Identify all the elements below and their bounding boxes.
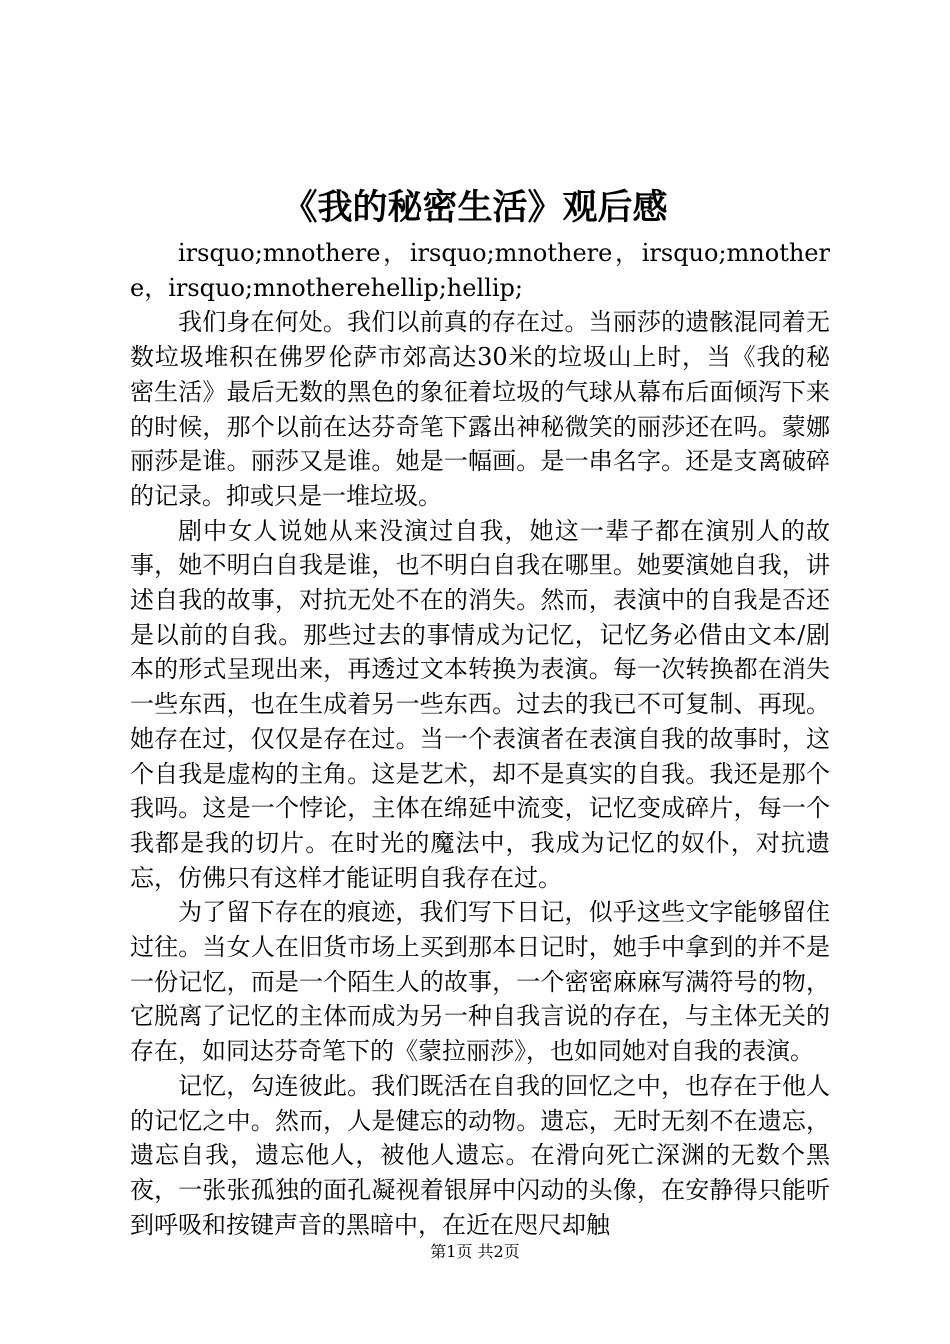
paragraph: 剧中女人说她从来没演过自我，她这一辈子都在演别人的故事，她不明白自我是谁，也不明白自我在哪里。她要演她自我，讲述自我的故事，对抗无处不在的消失。然而，表演中的自我是否还是以前的自我。那些过去的事情成为记忆，记忆务必借由文本/剧本的形式呈现出来，再透过文本转换为表演。每一次转换都在消失一些东西，也在生成着另一些东西。过去的我已不可复制、再现。她存在过，仅仅是存在过。当一个表演者在表演自我的故事时，这个自我是虚构的主角。这是艺术，却不是真实的自我。我还是那个我吗。这是一个悖论，主体在绵延中流变，记忆变成碎片，每一个我都是我的切片。在时光的魔法中，我成为记忆的奴仆，对抗遗忘，仿佛只有这样才能证明自我存在过。 [130,516,830,892]
document-title: 《我的秘密生活》观后感 [282,187,668,228]
document-body [130,236,830,1242]
paragraph: 记忆，勾连彼此。我们既活在自我的回忆之中，也存在于他人的记忆之中。然而，人是健忘的动物。遗忘，无时无刻不在遗忘，遗忘自我，遗忘他人，被他人遗忘。在滑向死亡深渊的无数个黑夜，一张张孤独的面孔凝视着银屏中闪动的头像，在安静得只能听到呼吸和按键声音的黑暗中，在近在咫尺却触 [130,1071,830,1239]
paragraph: 为了留下存在的痕迹，我们写下日记，似乎这些文字能够留住过往。当女人在旧货市场上买到那本日记时，她手中拿到的并不是一份记忆，而是一个陌生人的故事，一个密密麻麻写满符号的物，它脱离了记忆的主体而成为另一种自我言说的存在，与主体无关的存在，如同达芬奇笔下的《蒙拉丽莎》，也如同她对自我的表演。 [130,898,830,1066]
paragraph: irsquo;mnothere，irsquo;mnothere，irsquo;mnothere，irsquo;mnotherehellip;hellip; [130,239,830,302]
paragraph: 我们身在何处。我们以前真的存在过。当丽莎的遗骸混同着无数垃圾堆积在佛罗伦萨市郊高达30米的垃圾山上时，当《我的秘密生活》最后无数的黑色的象征着垃圾的气球从幕布后面倾泻下来的时候，那个以前在达芬奇笔下露出神秘微笑的丽莎还在吗。蒙娜丽莎是谁。丽莎又是谁。她是一幅画。是一串名字。还是支离破碎的记录。抑或只是一堆垃圾。 [130,308,830,510]
page-number-footer: 第1页 共2页 [430,1242,520,1261]
